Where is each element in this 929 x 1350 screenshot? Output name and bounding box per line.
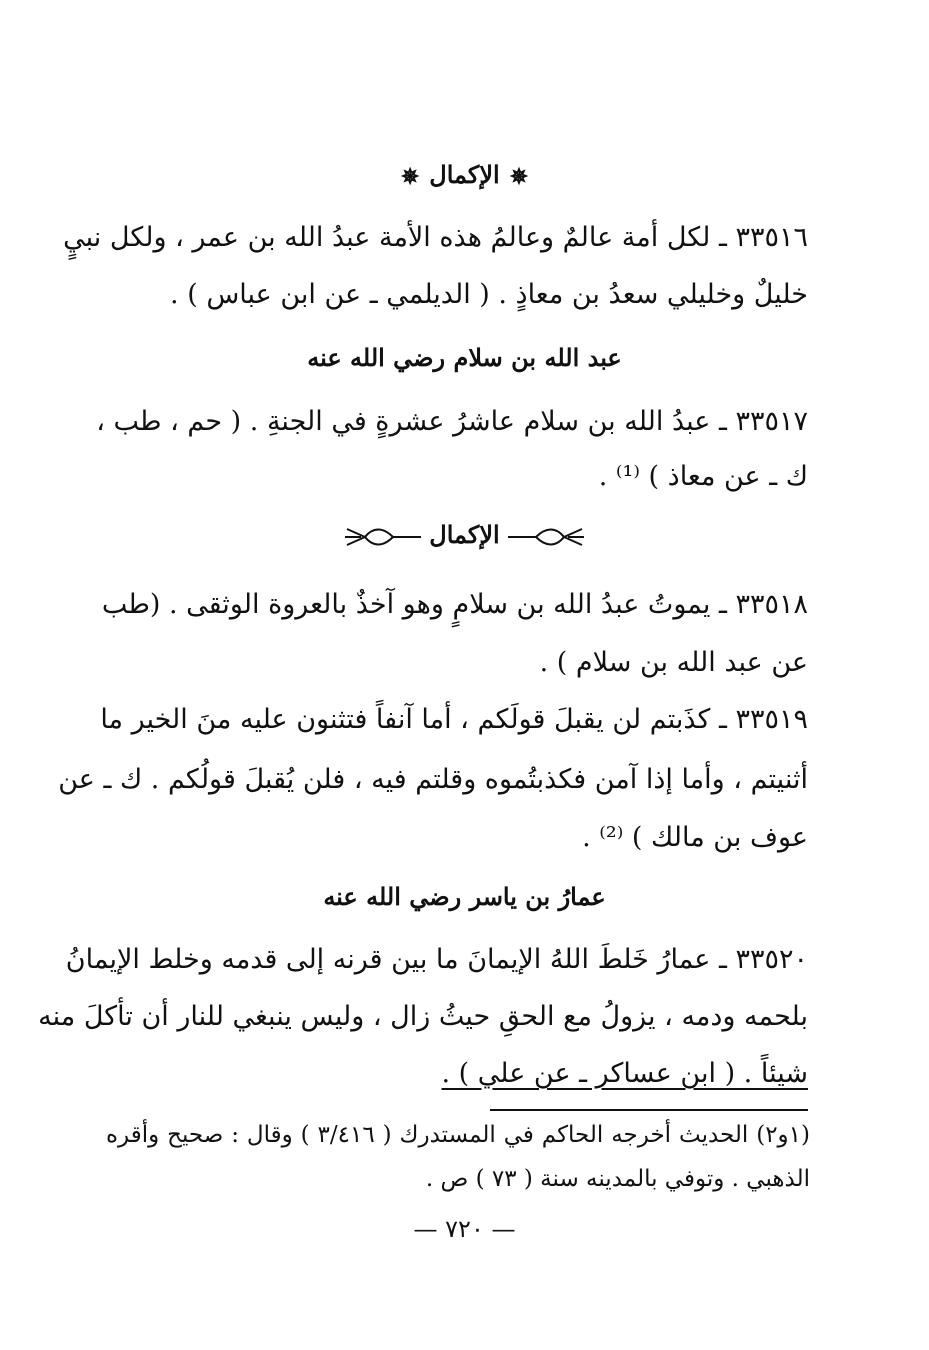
text-line: ٣٣٥١٦ ـ لكل أمة عالمٌ وعالمُ هذه الأمة عبدُ الله بن عمر ، ولكل نبيٍ [63,222,808,253]
section-heading-ikmal-2 [0,520,929,549]
heading-text: الإكمال [429,160,500,189]
star-ornament-icon: ✵ [509,163,529,190]
footnote-line: (١و٢) الحديث أخرجه الحاكم في المستدرك ( ٣/٤١٦ ) وقال : صحيح وأقره [106,1122,810,1148]
section-heading-ammar-bin-yasir: عمارُ بن ياسر رضي الله عنه [323,882,606,911]
page-number: — ٧٢٠ — [413,1215,516,1243]
text-line: ٣٣٥٢٠ ـ عمارُ خَلطَ اللهُ الإيمانَ ما بين قرنه إلى قدمه وخلط الإيمانُ [65,944,808,975]
text-line: بلحمه ودمه ، يزولُ مع الحقِ حيثُ زال ، وليس ينبغي للنار أن تأكلَ منه [38,1001,808,1032]
vine-ornament-icon [343,525,423,549]
footnote-separator [490,1109,808,1111]
text-line: أثنيتم ، وأما إذا آمن فكذبتُموه وقلتم فيه ، فلن يُقبلَ قولُكم . ك ـ عن [58,764,808,795]
text-line: ٣٣٥١٩ ـ كذَبتم لن يقبلَ قولَكم ، أما آنفاً فتثنون عليه منَ الخير ما [100,704,808,735]
section-heading-abdullah-bin-salam: عبد الله بن سلام رضي الله عنه [307,343,622,372]
text-line: خليلٌ وخليلي سعدُ بن معاذٍ . ( الديلمي ـ عن ابن عباس ) . [170,279,808,310]
text-line [108,1054,808,1094]
text-line: ٣٣٥١٧ ـ عبدُ الله بن سلام عاشرُ عشرةٍ في الجنةِ . ( حم ، طب ، [96,406,808,437]
section-heading-ikmal-1 [0,160,929,190]
text-line: ك ـ عن معاذ ) ⁽¹⁾ . [598,461,808,492]
text-line-content: شيئاً . ( ابن عساكر ـ عن علي ) . [441,1058,808,1089]
heading-text: الإكمال [429,520,500,549]
footnote-line: الذهبي . وتوفي بالمدينه سنة ( ٧٣ ) ص . [425,1166,810,1192]
vine-ornament-icon [506,525,586,549]
text-line: ٣٣٥١٨ ـ يموتُ عبدُ الله بن سلامٍ وهو آخذٌ بالعروة الوثقى . (طب [101,589,808,620]
text-line: عوف بن مالك ) ⁽²⁾ . [582,822,808,853]
star-ornament-icon: ✵ [400,163,420,190]
text-line: عن عبد الله بن سلام ) . [539,647,808,678]
